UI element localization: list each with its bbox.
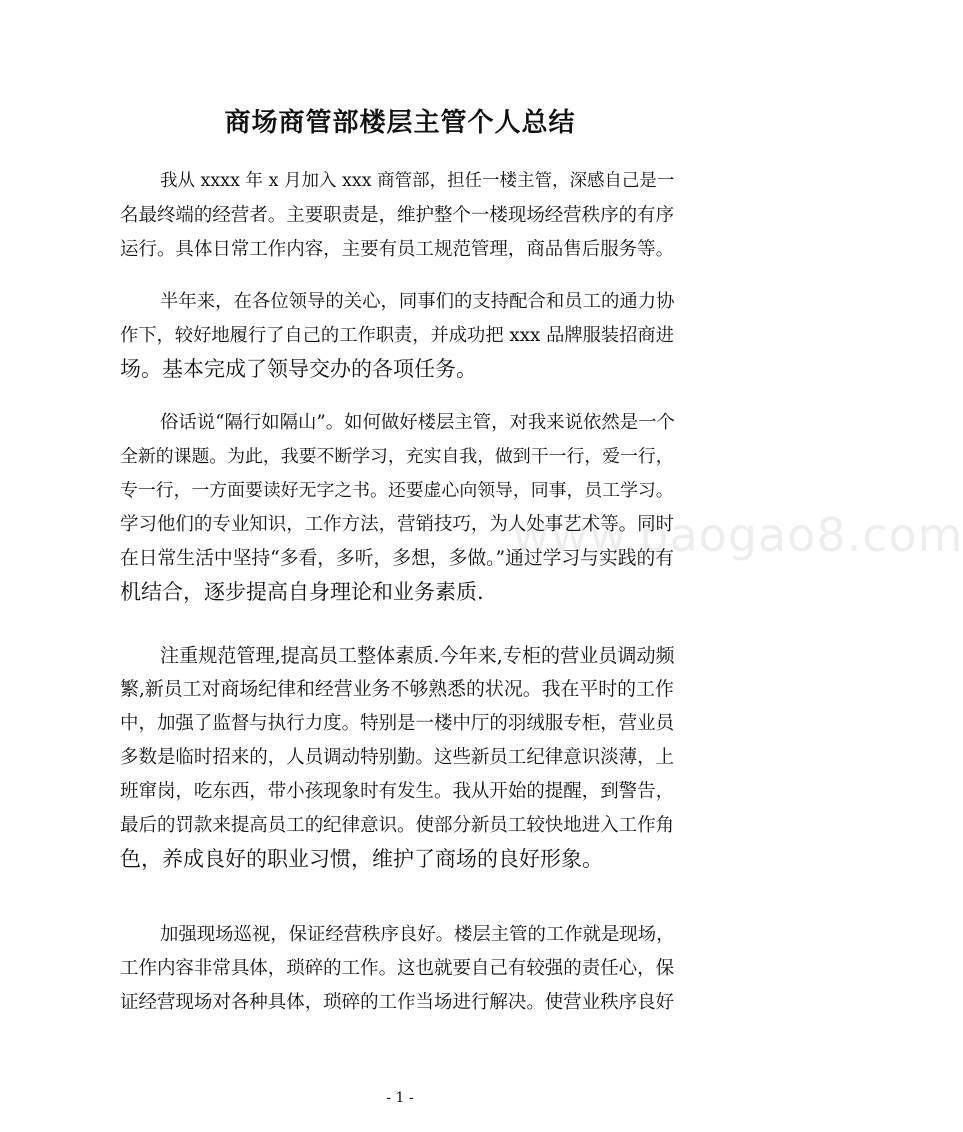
paragraph-5-line-1: 加强现场巡视，保证经营秩序良好。楼层主管的工作就是现场， <box>160 924 675 945</box>
paragraph-2-line-1: 半年来，在各位领导的关心，同事们的支持配合和员工的通力协 <box>160 291 675 312</box>
paragraph-3-line-3: 专一行，一方面要读好无字之书。还要虚心向领导，同事，员工学习。 <box>120 480 674 501</box>
paragraph-1-line-2: 名最终端的经营者。主要职责是，维护整个一楼现场经营秩序的有序 <box>120 205 675 226</box>
paragraph-5-line-2: 工作内容非常具体，琐碎的工作。这也就要自己有较强的责任心，保 <box>120 958 675 979</box>
paragraph-4-line-1: 注重规范管理,提高员工整体素质.今年来,专柜的营业员调动频 <box>160 644 675 667</box>
paragraph-1-line-3: 运行。具体日常工作内容，主要有员工规范管理，商品售后服务等。 <box>120 239 675 260</box>
paragraph-2-line-2: 作下，较好地履行了自己的工作职责，并成功把 xxx 品牌服装招商进 <box>120 325 674 346</box>
paragraph-4-line-3: 中，加强了监督与执行力度。特别是一楼中厅的羽绒服专柜，营业员 <box>120 713 675 734</box>
page-number: - 1 - <box>386 1090 414 1106</box>
paragraph-4-line-5: 班窜岗，吃东西，带小孩现象时有发生。我从开始的提醒，到警告， <box>120 781 675 802</box>
paragraph-3-line-4: 学习他们的专业知识，工作方法，营销技巧，为人处事艺术等。同时 <box>120 514 675 535</box>
paragraph-4-line-7: 色，养成良好的职业习惯，维护了商场的良好形象。 <box>120 847 603 871</box>
paragraph-2-line-3: 场。基本完成了领导交办的各项任务。 <box>120 357 477 381</box>
paragraph-1-line-1: 我从 xxxx 年 x 月加入 xxx 商管部，担任一楼主管，深感自己是一 <box>160 171 675 191</box>
paragraph-3-line-5: 在日常生活中坚持“多看，多听，多想，多做。”通过学习与实践的有 <box>120 548 675 569</box>
paragraph-4-line-4: 多数是临时招来的，人员调动特别勤。这些新员工纪律意识淡薄，上 <box>120 747 675 768</box>
paragraph-3-line-6: 机结合，逐步提高自身理论和业务素质. <box>120 580 484 604</box>
watermark: www.baogao8.com <box>512 508 963 562</box>
paragraph-3-line-2: 全新的课题。为此，我要不断学习，充实自我，做到干一行，爱一行， <box>120 446 674 467</box>
paragraph-4-line-6: 最后的罚款来提高员工的纪律意识。使部分新员工较快地进入工作角 <box>120 815 675 836</box>
paragraph-4-line-2: 繁,新员工对商场纪律和经营业务不够熟悉的状况。我在平时的工作 <box>120 678 674 700</box>
paragraph-3-line-1: 俗话说“隔行如隔山”。如何做好楼层主管，对我来说依然是一个 <box>160 412 675 433</box>
document-title: 商场商管部楼层主管个人总结 <box>224 108 576 138</box>
paragraph-5-line-3: 证经营现场对各种具体，琐碎的工作当场进行解决。使营业秩序良好 <box>120 992 675 1013</box>
